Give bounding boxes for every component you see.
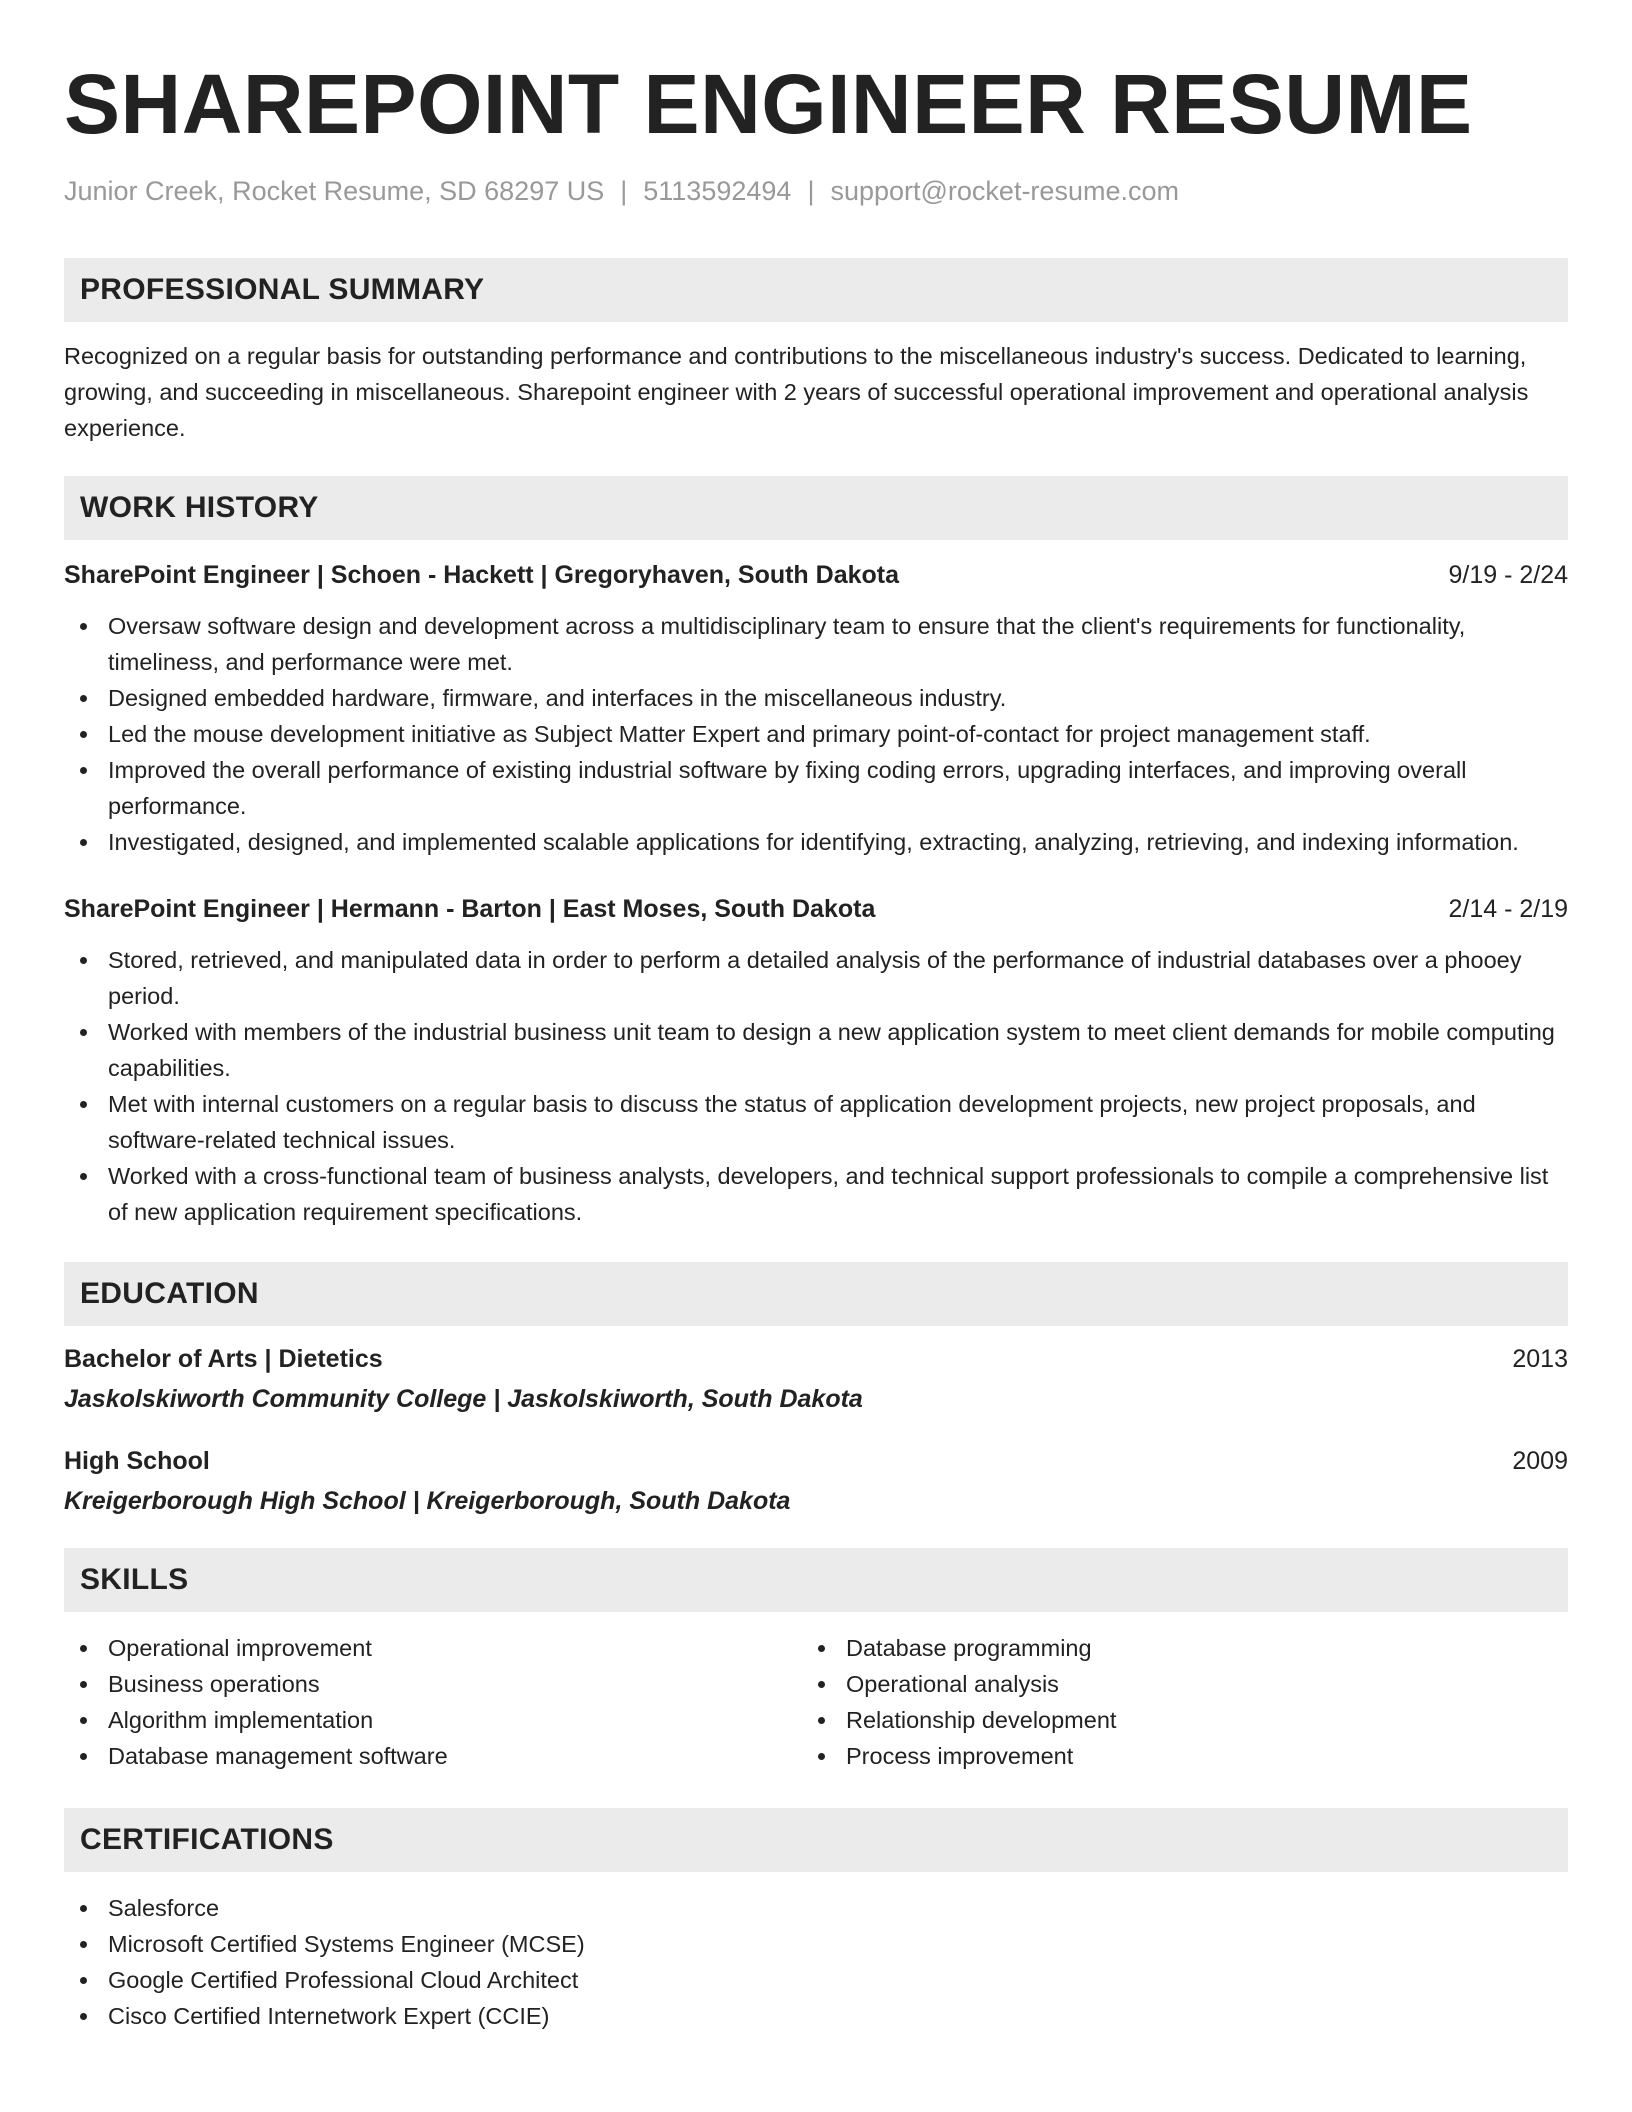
summary-heading: PROFESSIONAL SUMMARY bbox=[64, 258, 1568, 322]
education-degree: Bachelor of Arts | Dietetics bbox=[64, 1345, 383, 1373]
job-title: SharePoint Engineer | Schoen - Hackett | Gregoryhaven, South Dakota bbox=[64, 561, 900, 589]
education-school: Kreigerborough High School | Kreigerborough, South Dakota bbox=[64, 1487, 791, 1515]
list-item: Google Certified Professional Cloud Architect bbox=[64, 1962, 1568, 1998]
job-entry bbox=[64, 892, 1568, 1230]
education-header bbox=[64, 1342, 1568, 1376]
work-history-heading: WORK HISTORY bbox=[64, 476, 1568, 540]
list-item: Worked with a cross-functional team of business analysts, developers, and technical support professionals to compile a comprehensive list of new application requirement specifications. bbox=[64, 1158, 1568, 1230]
contact-address: Junior Creek, Rocket Resume, SD 68297 US bbox=[64, 176, 605, 206]
list-item: Designed embedded hardware, firmware, and interfaces in the miscellaneous industry. bbox=[64, 680, 1568, 716]
list-item: Met with internal customers on a regular basis to discuss the status of application development projects, new project proposals, and software-related technical issues. bbox=[64, 1086, 1568, 1158]
list-item: Microsoft Certified Systems Engineer (MCSE) bbox=[64, 1926, 1568, 1962]
education-entry bbox=[64, 1444, 1568, 1518]
list-item: Investigated, designed, and implemented scalable applications for identifying, extracting, analyzing, retrieving, and indexing information. bbox=[64, 824, 1568, 860]
list-item: Oversaw software design and development across a multidisciplinary team to ensure that the client's requirements for functionality, timeliness, and performance were met. bbox=[64, 608, 1568, 680]
education-entry bbox=[64, 1342, 1568, 1416]
job-entry bbox=[64, 558, 1568, 860]
list-item: Algorithm implementation bbox=[64, 1702, 802, 1738]
skills-grid bbox=[64, 1630, 1568, 1774]
job-bullets bbox=[64, 608, 1568, 860]
list-item: Database programming bbox=[802, 1630, 1540, 1666]
list-item: Relationship development bbox=[802, 1702, 1540, 1738]
skills-list bbox=[64, 1630, 802, 1774]
job-dates: 9/19 - 2/24 bbox=[1448, 561, 1568, 589]
list-item: Salesforce bbox=[64, 1890, 1568, 1926]
skills-column-left bbox=[64, 1630, 802, 1774]
education-header bbox=[64, 1444, 1568, 1478]
list-item: Improved the overall performance of existing industrial software by fixing coding errors, upgrading interfaces, and improving overall performance. bbox=[64, 752, 1568, 824]
education-school: Jaskolskiworth Community College | Jaskolskiworth, South Dakota bbox=[64, 1385, 863, 1413]
list-item: Operational improvement bbox=[64, 1630, 802, 1666]
job-title: SharePoint Engineer | Hermann - Barton | East Moses, South Dakota bbox=[64, 895, 876, 923]
contact-separator: | bbox=[620, 176, 628, 206]
job-bullets bbox=[64, 942, 1568, 1230]
education-heading: EDUCATION bbox=[64, 1262, 1568, 1326]
list-item: Cisco Certified Internetwork Expert (CCIE) bbox=[64, 1998, 1568, 2034]
contact-separator: | bbox=[807, 176, 815, 206]
job-header bbox=[64, 558, 1568, 592]
contact-phone: 5113592494 bbox=[643, 176, 792, 206]
list-item: Led the mouse development initiative as Subject Matter Expert and primary point-of-contact for project management staff. bbox=[64, 716, 1568, 752]
summary-text: Recognized on a regular basis for outstanding performance and contributions to the miscellaneous industry's success. Dedicated to learning, growing, and succeeding in miscellaneous. Sharepoint engineer with 2 years of successful operational improvement and operational analysis experience. bbox=[64, 343, 1529, 441]
skills-list bbox=[802, 1630, 1540, 1774]
list-item: Process improvement bbox=[802, 1738, 1540, 1774]
list-item: Business operations bbox=[64, 1666, 802, 1702]
contact-email: support@rocket-resume.com bbox=[830, 176, 1179, 206]
list-item: Stored, retrieved, and manipulated data in order to perform a detailed analysis of the performance of industrial databases over a phooey period. bbox=[64, 942, 1568, 1014]
list-item: Operational analysis bbox=[802, 1666, 1540, 1702]
contact-line bbox=[64, 174, 1568, 208]
page-title: SHAREPOINT ENGINEER RESUME bbox=[64, 57, 1473, 151]
job-header bbox=[64, 892, 1568, 926]
certifications-list bbox=[64, 1890, 1568, 2034]
job-dates: 2/14 - 2/19 bbox=[1448, 895, 1568, 923]
skills-heading: SKILLS bbox=[64, 1548, 1568, 1612]
education-degree: High School bbox=[64, 1447, 210, 1475]
skills-column-right bbox=[802, 1630, 1540, 1774]
education-year: 2013 bbox=[1512, 1345, 1568, 1373]
list-item: Database management software bbox=[64, 1738, 802, 1774]
education-year: 2009 bbox=[1512, 1447, 1568, 1475]
list-item: Worked with members of the industrial business unit team to design a new application system to meet client demands for mobile computing capabilities. bbox=[64, 1014, 1568, 1086]
certifications-heading: CERTIFICATIONS bbox=[64, 1808, 1568, 1872]
